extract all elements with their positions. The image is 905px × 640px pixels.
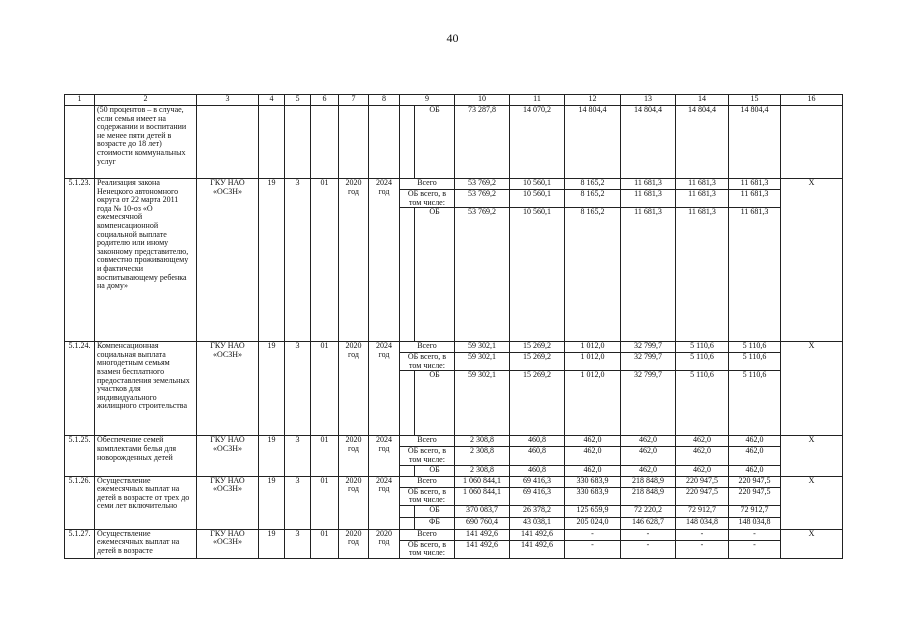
carry-over-row [65,106,843,179]
cell [339,106,369,179]
total-value: 220 947,5 [729,476,781,487]
code-6: 01 [311,436,339,476]
value-cell: 10 560,1 [510,208,565,342]
total-value: 330 683,9 [565,476,621,487]
ob-total-value: 69 416,3 [510,487,565,505]
header-cell: 9 [400,95,455,106]
value-cell: 14 804,4 [676,106,729,179]
value-cell: 1 012,0 [565,371,621,436]
value-cell: 460,8 [510,465,565,476]
ob-total-value: 10 560,1 [510,190,565,208]
end-year: 2024 год [369,476,400,529]
item-description: Обеспечение семей комплектами белья для новорожденных детей [95,436,197,476]
value-cell: 72 220,2 [621,505,676,517]
ob-total-value: 218 848,9 [621,487,676,505]
header-cell: 13 [621,95,676,106]
ob-total-label: ОБ всего, в том числе: [400,540,455,558]
value-cell: 43 038,1 [510,517,565,529]
value-cell: 53 769,2 [455,208,510,342]
item-description: Реализация закона Ненецкого автономного округа от 22 марта 2011 года № 10-оз «О ежемесячной компенсационной социальной выплате родителю или иному законному представителю, совместно проживающему и фактически воспитывающему ребенка на дому» [95,179,197,342]
header-cell: 10 [455,95,510,106]
column-16-mark: Х [781,436,843,476]
value-cell: 125 659,9 [565,505,621,517]
item-row [65,342,843,353]
total-value: 220 947,5 [676,476,729,487]
value-cell: 462,0 [676,465,729,476]
ob-total-value: - [621,540,676,558]
header-cell: 6 [311,95,339,106]
ob-total-value: 11 681,3 [729,190,781,208]
ob-total-value: 5 110,6 [729,353,781,371]
ob-total-value: 53 769,2 [455,190,510,208]
value-cell: 14 804,4 [565,106,621,179]
source-cell: ОБ [415,208,455,342]
end-year: 2020 год [369,529,400,558]
executor: ГКУ НАО «ОСЗН» [197,342,259,436]
value-cell: 462,0 [565,465,621,476]
page-number: 40 [446,31,459,45]
cell [369,106,400,179]
ob-total-value: 2 308,8 [455,447,510,465]
code-6: 01 [311,342,339,436]
header-cell: 1 [65,95,95,106]
value-cell: 15 269,2 [510,371,565,436]
item-row [65,529,843,540]
header-cell: 14 [676,95,729,106]
ob-total-value: 15 269,2 [510,353,565,371]
total-label: Всего [400,476,455,487]
cell [285,106,311,179]
end-year: 2024 год [369,436,400,476]
ob-total-label: ОБ всего, в том числе: [400,447,455,465]
total-value: 1 060 844,1 [455,476,510,487]
value-cell: 11 681,3 [729,208,781,342]
total-value: 141 492,6 [510,529,565,540]
value-cell: 5 110,6 [729,371,781,436]
source-cell: ОБ [415,371,455,436]
total-value: - [729,529,781,540]
total-value: 460,8 [510,436,565,447]
ob-total-value: 1 012,0 [565,353,621,371]
ob-total-value: 462,0 [565,447,621,465]
item-row [65,476,843,487]
code-6: 01 [311,529,339,558]
code-4: 19 [259,476,285,529]
value-cell: 73 287,8 [455,106,510,179]
ob-total-value: 5 110,6 [676,353,729,371]
total-value: - [565,529,621,540]
total-value: 141 492,6 [455,529,510,540]
item-number: 5.1.27. [65,529,95,558]
ob-total-value: - [676,540,729,558]
total-label: Всего [400,436,455,447]
header-cell: 15 [729,95,781,106]
ob-total-value: - [729,540,781,558]
cell [400,465,415,476]
cell [781,106,843,179]
value-cell: 14 804,4 [729,106,781,179]
ob-total-value: 11 681,3 [676,190,729,208]
ob-total-value: 141 492,6 [510,540,565,558]
value-cell: 2 308,8 [455,465,510,476]
value-cell: 11 681,3 [621,208,676,342]
code-6: 01 [311,179,339,342]
start-year: 2020 год [339,476,369,529]
code-4: 19 [259,529,285,558]
executor: ГКУ НАО «ОСЗН» [197,179,259,342]
cell [400,106,415,179]
ob-total-value: 1 060 844,1 [455,487,510,505]
value-cell: 205 024,0 [565,517,621,529]
column-16-mark: Х [781,529,843,558]
start-year: 2020 год [339,342,369,436]
item-description: Компенсационная социальная выплата многодетным семьям взамен бесплатного предоставления земельных участков для индивидуального жилищного строительства [95,342,197,436]
cell [259,106,285,179]
cell [400,505,415,517]
header-cell: 7 [339,95,369,106]
item-number: 5.1.24. [65,342,95,436]
total-value: 462,0 [621,436,676,447]
start-year: 2020 год [339,529,369,558]
total-value: 10 560,1 [510,179,565,190]
column-16-mark: Х [781,342,843,436]
column-16-mark: Х [781,476,843,529]
header-cell: 11 [510,95,565,106]
value-cell: 148 034,8 [676,517,729,529]
total-value: - [621,529,676,540]
value-cell: 146 628,7 [621,517,676,529]
header-cell: 3 [197,95,259,106]
ob-total-value: 330 683,9 [565,487,621,505]
code-6: 01 [311,476,339,529]
value-cell: 72 912,7 [729,505,781,517]
item-row [65,436,843,447]
header-cell: 8 [369,95,400,106]
value-cell: 11 681,3 [676,208,729,342]
item-number: 5.1.25. [65,436,95,476]
ob-total-value: 32 799,7 [621,353,676,371]
ob-total-label: ОБ всего, в том числе: [400,190,455,208]
total-value: 8 165,2 [565,179,621,190]
cell [65,106,95,179]
value-cell: 690 760,4 [455,517,510,529]
code-4: 19 [259,342,285,436]
value-cell: 462,0 [729,465,781,476]
code-5: 3 [285,529,311,558]
ob-total-value: - [565,540,621,558]
header-cell: 5 [285,95,311,106]
executor: ГКУ НАО «ОСЗН» [197,476,259,529]
total-value: 218 848,9 [621,476,676,487]
header-cell: 4 [259,95,285,106]
ob-total-value: 460,8 [510,447,565,465]
code-5: 3 [285,179,311,342]
ob-total-value: 220 947,5 [676,487,729,505]
column-16-mark: Х [781,179,843,342]
source-cell: ОБ [415,106,455,179]
carry-over-description: (50 процентов – в случае, если семья имеет на содержании и воспитании не менее пяти детей в возрасте до 18 лет) стоимости коммунальных услуг [95,106,197,179]
cell [400,371,415,436]
ob-total-value: 11 681,3 [621,190,676,208]
total-value: 5 110,6 [676,342,729,353]
total-value: 69 416,3 [510,476,565,487]
total-value: 462,0 [565,436,621,447]
ob-total-label: ОБ всего, в том числе: [400,353,455,371]
total-value: - [676,529,729,540]
item-number: 5.1.26. [65,476,95,529]
total-label: Всего [400,342,455,353]
item-description: Осуществление ежемесячных выплат на детей в возрасте [95,529,197,558]
header-cell: 12 [565,95,621,106]
source-cell: ФБ [415,517,455,529]
value-cell: 59 302,1 [455,371,510,436]
value-cell: 72 912,7 [676,505,729,517]
item-number: 5.1.23. [65,179,95,342]
cell [311,106,339,179]
end-year: 2024 год [369,342,400,436]
start-year: 2020 год [339,179,369,342]
header-cell: 16 [781,95,843,106]
total-value: 2 308,8 [455,436,510,447]
total-value: 462,0 [676,436,729,447]
code-5: 3 [285,342,311,436]
ob-total-value: 8 165,2 [565,190,621,208]
value-cell: 370 083,7 [455,505,510,517]
cell [400,517,415,529]
total-value: 59 302,1 [455,342,510,353]
total-value: 11 681,3 [729,179,781,190]
total-value: 11 681,3 [621,179,676,190]
total-value: 1 012,0 [565,342,621,353]
end-year: 2024 год [369,179,400,342]
ob-total-value: 462,0 [676,447,729,465]
total-value: 32 799,7 [621,342,676,353]
cell [197,106,259,179]
total-value: 11 681,3 [676,179,729,190]
source-cell: ОБ [415,505,455,517]
total-label: Всего [400,179,455,190]
item-row [65,179,843,190]
ob-total-label: ОБ всего, в том числе: [400,487,455,505]
item-description: Осуществление ежемесячных выплат на детей в возрасте от трех до семи лет включительно [95,476,197,529]
total-value: 5 110,6 [729,342,781,353]
total-value: 462,0 [729,436,781,447]
code-4: 19 [259,179,285,342]
value-cell: 14 070,2 [510,106,565,179]
header-cell: 2 [95,95,197,106]
code-5: 3 [285,476,311,529]
total-label: Всего [400,529,455,540]
total-value: 53 769,2 [455,179,510,190]
value-cell: 26 378,2 [510,505,565,517]
ob-total-value: 462,0 [621,447,676,465]
ob-total-value: 59 302,1 [455,353,510,371]
code-5: 3 [285,436,311,476]
cell [400,208,415,342]
value-cell: 462,0 [621,465,676,476]
header-row [65,95,843,106]
value-cell: 14 804,4 [621,106,676,179]
value-cell: 32 799,7 [621,371,676,436]
value-cell: 8 165,2 [565,208,621,342]
total-value: 15 269,2 [510,342,565,353]
executor: ГКУ НАО «ОСЗН» [197,529,259,558]
ob-total-value: 141 492,6 [455,540,510,558]
value-cell: 5 110,6 [676,371,729,436]
code-4: 19 [259,436,285,476]
executor: ГКУ НАО «ОСЗН» [197,436,259,476]
source-cell: ОБ [415,465,455,476]
ob-total-value: 220 947,5 [729,487,781,505]
ob-total-value: 462,0 [729,447,781,465]
program-table [64,94,843,559]
start-year: 2020 год [339,436,369,476]
value-cell: 148 034,8 [729,517,781,529]
